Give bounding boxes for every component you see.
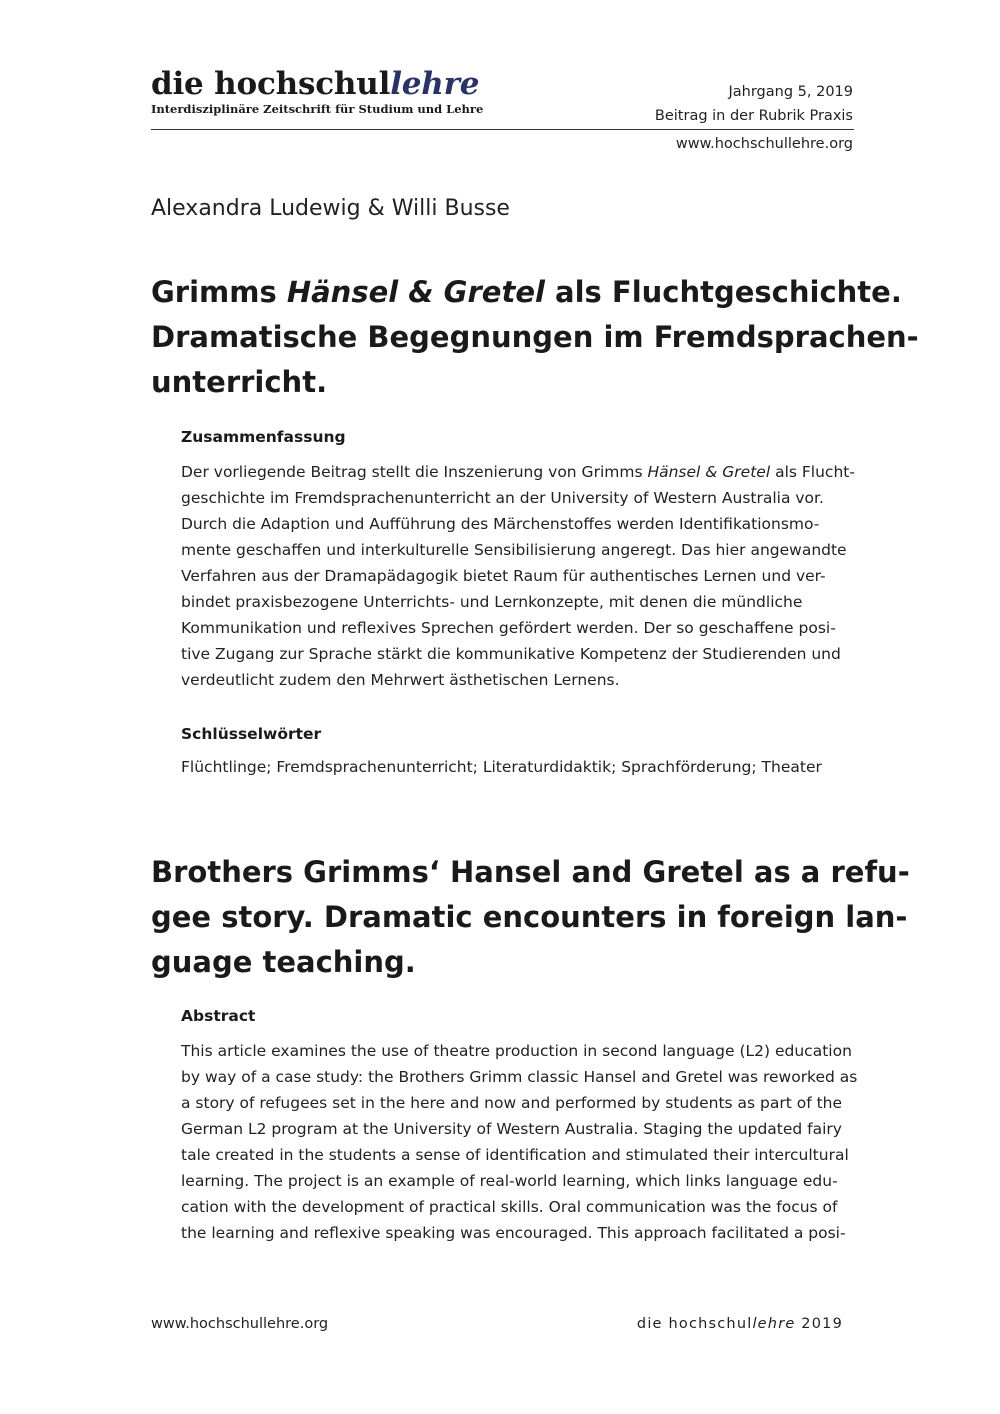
german-title-line: Dramatische Begegnungen im Fremdsprachen- <box>151 320 919 354</box>
abstract-line: learning. The project is an example of real-world learning, which links language edu- <box>181 1172 838 1190</box>
german-title <box>151 270 919 405</box>
abstract-line <box>181 459 855 485</box>
title-text: als Fluchtgeschichte. <box>544 275 902 309</box>
keywords-section <box>181 722 851 780</box>
issue-volume: Jahrgang 5, 2019 <box>728 84 853 100</box>
english-abstract-section <box>181 1004 858 1246</box>
authors: Alexandra Ludewig & Willi Busse <box>151 196 510 221</box>
issue-meta <box>655 80 853 156</box>
logo-title-plain: die hochschul <box>151 66 391 102</box>
abstract-line: mente geschaffen und interkulturelle Sensibilisierung angeregt. Das hier angewandte <box>181 541 847 559</box>
abstract-line: verdeutlicht zudem den Mehrwert ästhetischen Lernens. <box>181 671 620 689</box>
abstract-line: Verfahren aus der Dramapädagogik bietet Raum für authentisches Lernen und ver- <box>181 567 826 585</box>
english-title <box>151 850 910 985</box>
abstract-line: cation with the development of practical skills. Oral communication was the focus of <box>181 1198 838 1216</box>
abstract-line: by way of a case study: the Brothers Grimm classic Hansel and Gretel was reworked as <box>181 1068 858 1086</box>
logo-title-accent: lehre <box>390 66 480 102</box>
logo-subtitle: Interdisziplinäre Zeitschrift für Studium und Lehre <box>151 102 484 116</box>
keywords-heading: Schlüsselwörter <box>181 725 322 743</box>
abstract-line: bindet praxisbezogene Unterrichts- und Lernkonzepte, mit denen die mündliche <box>181 593 803 611</box>
footer-journal-accent: lehre <box>752 1316 796 1332</box>
keywords-list: Flüchtlinge; Fremdsprachenunterricht; Literaturdidaktik; Sprachförderung; Theater <box>181 758 822 776</box>
abstract-text: Der vorliegende Beitrag stellt die Inszenierung von Grimms <box>181 463 648 481</box>
footer-year: 2019 <box>795 1316 843 1332</box>
abstract-line: tale created in the students a sense of identification and stimulated their intercultural <box>181 1146 849 1164</box>
english-abstract-body <box>181 1038 858 1246</box>
footer-journal-plain: die hochschul <box>636 1316 753 1332</box>
abstract-text: als Flucht- <box>770 463 855 481</box>
german-abstract-body <box>181 459 855 693</box>
german-abstract-heading: Zusammenfassung <box>181 428 346 446</box>
english-title-line: guage teaching. <box>151 945 416 979</box>
german-title-line <box>151 270 902 315</box>
journal-url[interactable]: www.hochschullehre.org <box>675 136 853 152</box>
issue-section: Beitrag in der Rubrik Praxis <box>654 108 853 124</box>
abstract-line: tive Zugang zur Sprache stärkt die kommunikative Kompetenz der Studierenden und <box>181 645 841 663</box>
logo-title <box>151 66 483 102</box>
abstract-line: This article examines the use of theatre production in second language (L2) education <box>181 1042 852 1060</box>
german-title-line: unterricht. <box>151 365 328 399</box>
footer-url[interactable]: www.hochschullehre.org <box>151 1316 329 1332</box>
abstract-line: German L2 program at the University of Western Australia. Staging the updated fairy <box>181 1120 842 1138</box>
journal-logo <box>151 66 483 116</box>
english-title-line: gee story. Dramatic encounters in foreign lan- <box>151 900 908 934</box>
abstract-line: Kommunikation und reflexives Sprechen gefördert werden. Der so geschaffene posi- <box>181 619 836 637</box>
german-abstract-section <box>181 425 855 693</box>
abstract-line: geschichte im Fremdsprachenunterricht an der University of Western Australia vor. <box>181 489 824 507</box>
abstract-line: Durch die Adaption und Aufführung des Märchenstoffes werden Identifikationsmo- <box>181 515 820 533</box>
abstract-work-name: Hänsel & Gretel <box>647 463 771 481</box>
footer-journal <box>637 1314 843 1334</box>
title-work-name: Hänsel & Gretel <box>286 275 545 309</box>
abstract-line: a story of refugees set in the here and now and performed by students as part of the <box>181 1094 843 1112</box>
english-title-line: Brothers Grimms‘ Hansel and Gretel as a refu- <box>151 855 910 889</box>
title-text: Grimms <box>151 275 287 309</box>
english-abstract-heading: Abstract <box>181 1007 256 1025</box>
abstract-line: the learning and reflexive speaking was encouraged. This approach facilitated a posi- <box>181 1224 846 1242</box>
